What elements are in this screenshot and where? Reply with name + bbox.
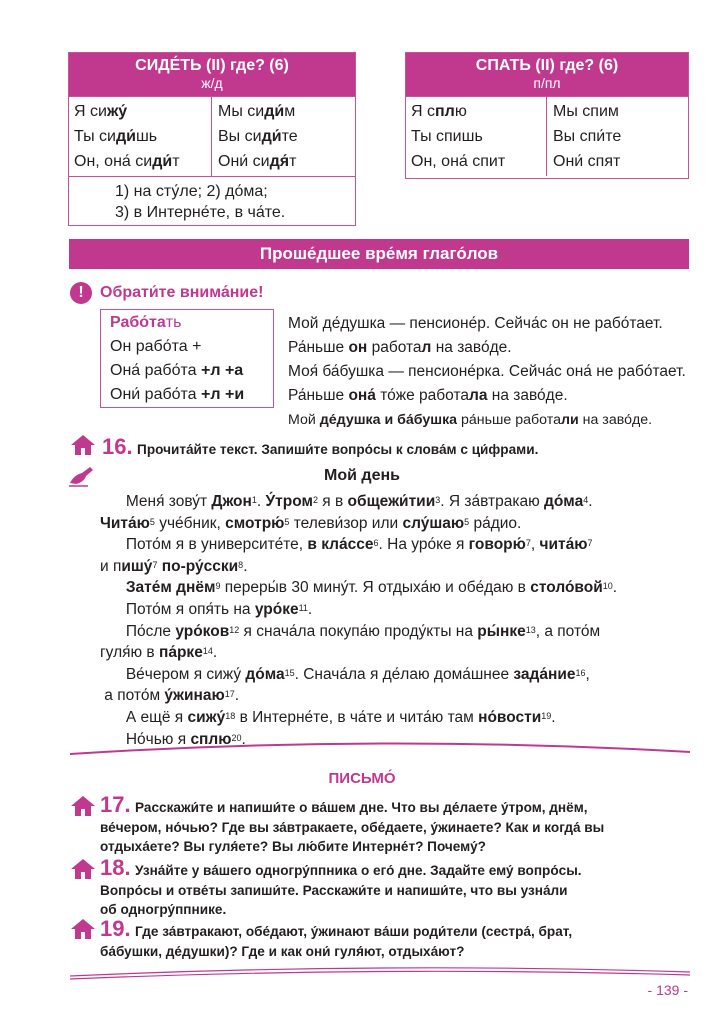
form-row: Они́ спят (553, 153, 621, 170)
task-line: Где за́втракают, обе́дают, у́жинают ва́ши роди́тели (сестра́, брат, (135, 924, 573, 939)
story-title: Мой день (324, 467, 400, 484)
story-line: Но́чью я сплю$^{20}$. (100, 730, 246, 748)
example-line: Моя́ ба́бушка — пенсионе́рка. Сейча́с она́ не рабо́тает. (288, 363, 686, 380)
task-number: 19. (100, 916, 131, 941)
story-line: Зате́м днём$^9$ переры́в 30 мину́т. Я отдыха́ю и обе́даю в столо́вой$^{10}$. (125, 579, 618, 597)
task-line: об одногру́ппнике. (100, 902, 227, 917)
form-row: Мы спим (553, 103, 619, 120)
page-number: - 139 - (647, 982, 688, 998)
story-line: $Чита́ю^5$ уче́бник, смотрю́$^5$ телеви́зор или слу́шаю$^5$ ра́дио. (100, 514, 522, 532)
plural-column (546, 97, 688, 176)
past-tense-rule-box (100, 309, 274, 408)
table-header (69, 53, 355, 96)
story-line: Меня́ зову́т Джон$^1$. У́тром$^2$ я в общежи́тии$^3$. Я за́втракаю $до́ма^4$. (100, 493, 593, 510)
rule-line: Он рабо́та + (110, 338, 202, 355)
task-18 (70, 855, 582, 919)
task-line: Вопро́сы и отве́ты запиши́те. Расскажи́те и напиши́те, что вы узна́ли (100, 883, 568, 898)
decorative-footer-lines (70, 966, 690, 982)
task-line: Узна́йте у ва́шего одногру́ппника о его́ дне. Задайте ему́ вопро́сы. (135, 863, 582, 878)
task-17 (70, 792, 604, 856)
table-subtitle: ж/д (201, 75, 223, 91)
form-row: Мы сиди́м (218, 103, 296, 120)
notice-text: Обрати́те внима́ние! (100, 284, 264, 301)
writing-section-title: ПИСЬМО́ (328, 770, 396, 787)
story-text (100, 491, 617, 750)
task-number: 18. (100, 855, 131, 880)
rule-line: Рабо́тать (110, 314, 182, 331)
task-line: Расскажи́те и напиши́те о ва́шем дне. Что вы де́лаете у́тром, днём, (135, 800, 588, 815)
example-line: Мой де́душка и ба́бушка ра́ньше работали на заво́де. (288, 412, 653, 428)
form-row: Я сплю (411, 103, 467, 120)
task-16 (70, 434, 538, 460)
task-19 (70, 916, 572, 961)
section-title-bar: Проше́дшее вре́мя глаго́лов (69, 239, 689, 269)
story-line: Ве́чером я сижу́ $до́ма^{15}$. Снача́ла я де́лаю дома́шнее зада́ние$^{16}$, (100, 665, 590, 683)
story-line: гуля́ю в па́рке$^{14}$. (100, 644, 218, 662)
table-title: СПАТЬ (II) где? (6) (475, 57, 619, 74)
task-line: отдыха́ете? Вы гуля́ете? Вы лю́бите Интерне́т? Почему́? (100, 839, 486, 854)
task-number: 17. (100, 792, 131, 817)
singular-column (69, 97, 211, 176)
task-text: Прочита́йте текст. Запиши́те вопро́сы к слова́м с ци́фрами. (137, 442, 539, 457)
rule-line: Они́ рабо́та +л +и (110, 386, 245, 403)
example-line: Ра́ньше он работал на заво́де. (288, 339, 512, 356)
table-title: СИДЕ́ТЬ (II) где? (6) (135, 57, 289, 74)
story-line: а пото́м у́жинаю$^{17}$. (100, 687, 240, 705)
task-number: 16. (102, 434, 133, 459)
form-row: Он, она́ сиди́т (74, 153, 180, 170)
table-header (406, 53, 688, 96)
form-row: Вы спи́те (553, 128, 622, 145)
exclamation-icon: ! (70, 282, 92, 304)
task-line: ве́чером, но́чью? Где вы за́втракаете, обе́даете, у́жинаете? Как и когда́ вы (100, 820, 605, 835)
footnote-line: 1) на сту́ле; 2) до́ма; (115, 183, 268, 200)
example-line: Мой де́душка — пенсионе́р. Сейча́с он не рабо́тает. (288, 315, 663, 332)
decorative-swoosh (70, 740, 690, 760)
form-row: Он, она́ спит (411, 153, 506, 170)
table-footnote (69, 176, 355, 226)
example-line: Ра́ньше она́ то́же работала на заво́де. (288, 387, 568, 404)
story-line: и пишу́$^7$ по-ру́сски$^8$. (100, 557, 248, 575)
singular-column (406, 97, 546, 176)
story-line: Пото́м я в университе́те, в кла́ссе$^6$. На уро́ке я говорю́$^7$, $чита́ю^7$ (100, 536, 593, 554)
form-row: Я сижу́ (74, 103, 128, 120)
examples (288, 312, 686, 432)
rule-line: Она́ рабо́та +л +а (110, 362, 244, 379)
table-subtitle: п/пл (533, 75, 561, 91)
conjugation-table-sidet (68, 52, 356, 226)
task-line: ба́бушки, де́душки)? Где и как они́ гуля́ют, отдыха́ют? (100, 944, 465, 959)
footnote-line: 3) в Интерне́те, в ча́те. (115, 204, 286, 221)
plural-column (211, 97, 355, 176)
form-row: Ты спишь (411, 128, 483, 145)
story-line: А ещё я сижу́$^{18}$ в Интерне́те, в ча́те и чита́ю там но́вости$^{19}$. (100, 708, 556, 726)
story-line: Пото́м я опя́ть на $уро́ке^{11}$. (100, 600, 313, 618)
form-row: Вы сиди́те (218, 128, 298, 145)
form-row: Ты сиди́шь (74, 128, 158, 145)
conjugation-table-spat (405, 52, 689, 179)
form-row: Они́ сидя́т (218, 153, 297, 170)
story-line: По́сле уро́ков$^{12}$ я снача́ла покупа́ю проду́кты на ры́нке$^{13}$, а пото́м (100, 622, 601, 640)
